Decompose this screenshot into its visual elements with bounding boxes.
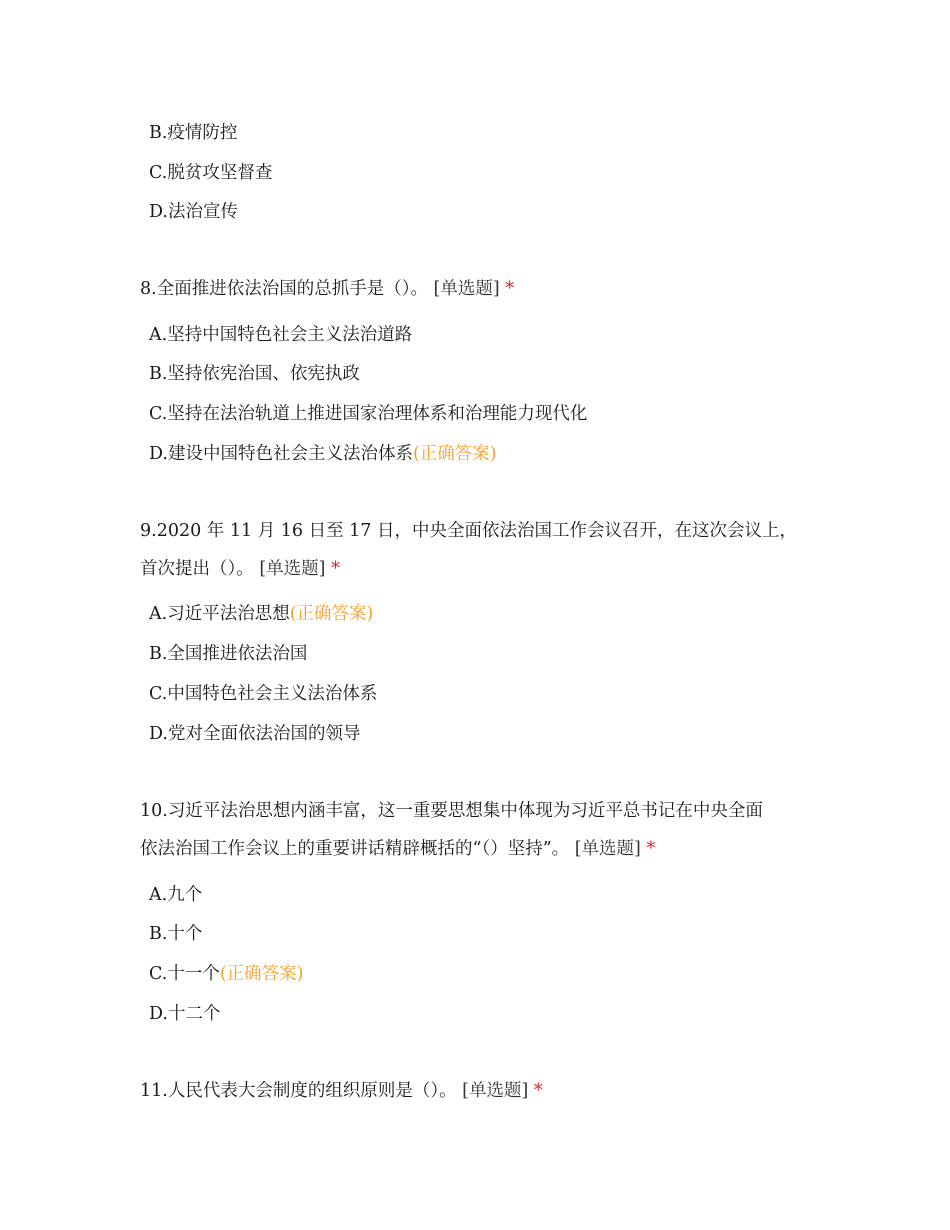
option-text: C.十一个 bbox=[149, 964, 220, 984]
option-text: B.疫情防控 bbox=[149, 123, 238, 143]
option-text: C.脱贫攻坚督查 bbox=[149, 163, 273, 183]
question-text: 10.习近平法治思想内涵丰富，这一重要思想集中体现为习近平总书记在中央全面 bbox=[140, 801, 763, 821]
option-text: A.九个 bbox=[149, 885, 203, 905]
question-text: 依法治国工作会议上的重要讲话精辟概括的“（）坚持”。 bbox=[140, 839, 570, 859]
option-text: C.中国特色社会主义法治体系 bbox=[149, 684, 378, 704]
question-type-tag: [单选题] bbox=[259, 559, 326, 579]
question-11-title bbox=[140, 1078, 543, 1104]
q8-option-d[interactable] bbox=[149, 442, 497, 466]
q7-option-b[interactable] bbox=[149, 121, 237, 145]
question-10-title-line1 bbox=[140, 798, 763, 824]
option-text: B.坚持依宪治国、依宪执政 bbox=[149, 364, 360, 384]
option-text: D.十二个 bbox=[149, 1004, 221, 1024]
required-mark: * bbox=[505, 279, 515, 299]
required-mark: * bbox=[331, 559, 340, 579]
question-9-title-line2 bbox=[140, 556, 340, 582]
q10-option-b[interactable] bbox=[149, 922, 202, 946]
question-type-tag: [单选题] bbox=[462, 1081, 529, 1101]
correct-answer-label: (正确答案) bbox=[219, 964, 304, 984]
q9-option-c[interactable] bbox=[149, 682, 377, 706]
option-text: B.十个 bbox=[149, 924, 203, 944]
correct-answer-label: (正确答案) bbox=[289, 604, 374, 624]
option-text: B.全国推进依法治国 bbox=[149, 644, 308, 664]
q7-option-c[interactable] bbox=[149, 161, 272, 185]
q10-option-a[interactable] bbox=[149, 883, 202, 907]
option-text: A.习近平法治思想 bbox=[149, 604, 290, 624]
question-type-tag: [单选题] bbox=[433, 279, 500, 299]
question-text: 8.全面推进依法治国的总抓手是（）。 bbox=[140, 279, 428, 299]
option-text: C.坚持在法治轨道上推进国家治理体系和治理能力现代化 bbox=[149, 404, 588, 424]
q9-option-b[interactable] bbox=[149, 642, 307, 666]
correct-answer-label: (正确答案) bbox=[412, 444, 497, 464]
option-text: D.法治宣传 bbox=[149, 202, 238, 222]
question-10-title-line2 bbox=[140, 836, 655, 862]
q9-option-d[interactable] bbox=[149, 722, 360, 746]
q10-option-d[interactable] bbox=[149, 1002, 220, 1026]
required-mark: * bbox=[646, 839, 656, 859]
question-text: 11.人民代表大会制度的组织原则是（）。 bbox=[140, 1081, 457, 1101]
question-8-title bbox=[140, 276, 514, 302]
question-text: 首次提出（）。 bbox=[140, 559, 254, 579]
question-text: 9.2020 年 11 月 16 日至 17 日，中央全面依法治国工作会议召开，在这次会议上， bbox=[140, 521, 797, 541]
q8-option-a[interactable] bbox=[149, 323, 412, 347]
option-text: D.党对全面依法治国的领导 bbox=[149, 724, 361, 744]
q7-option-d[interactable] bbox=[149, 200, 238, 224]
option-text: A.坚持中国特色社会主义法治道路 bbox=[149, 325, 413, 345]
question-9-title-line1 bbox=[140, 518, 797, 544]
q8-option-c[interactable] bbox=[149, 402, 587, 426]
option-text: D.建设中国特色社会主义法治体系 bbox=[149, 444, 413, 464]
q8-option-b[interactable] bbox=[149, 362, 360, 386]
q10-option-c[interactable] bbox=[149, 962, 304, 986]
required-mark: * bbox=[533, 1081, 543, 1101]
question-type-tag: [单选题] bbox=[574, 839, 641, 859]
q9-option-a[interactable] bbox=[149, 602, 373, 626]
